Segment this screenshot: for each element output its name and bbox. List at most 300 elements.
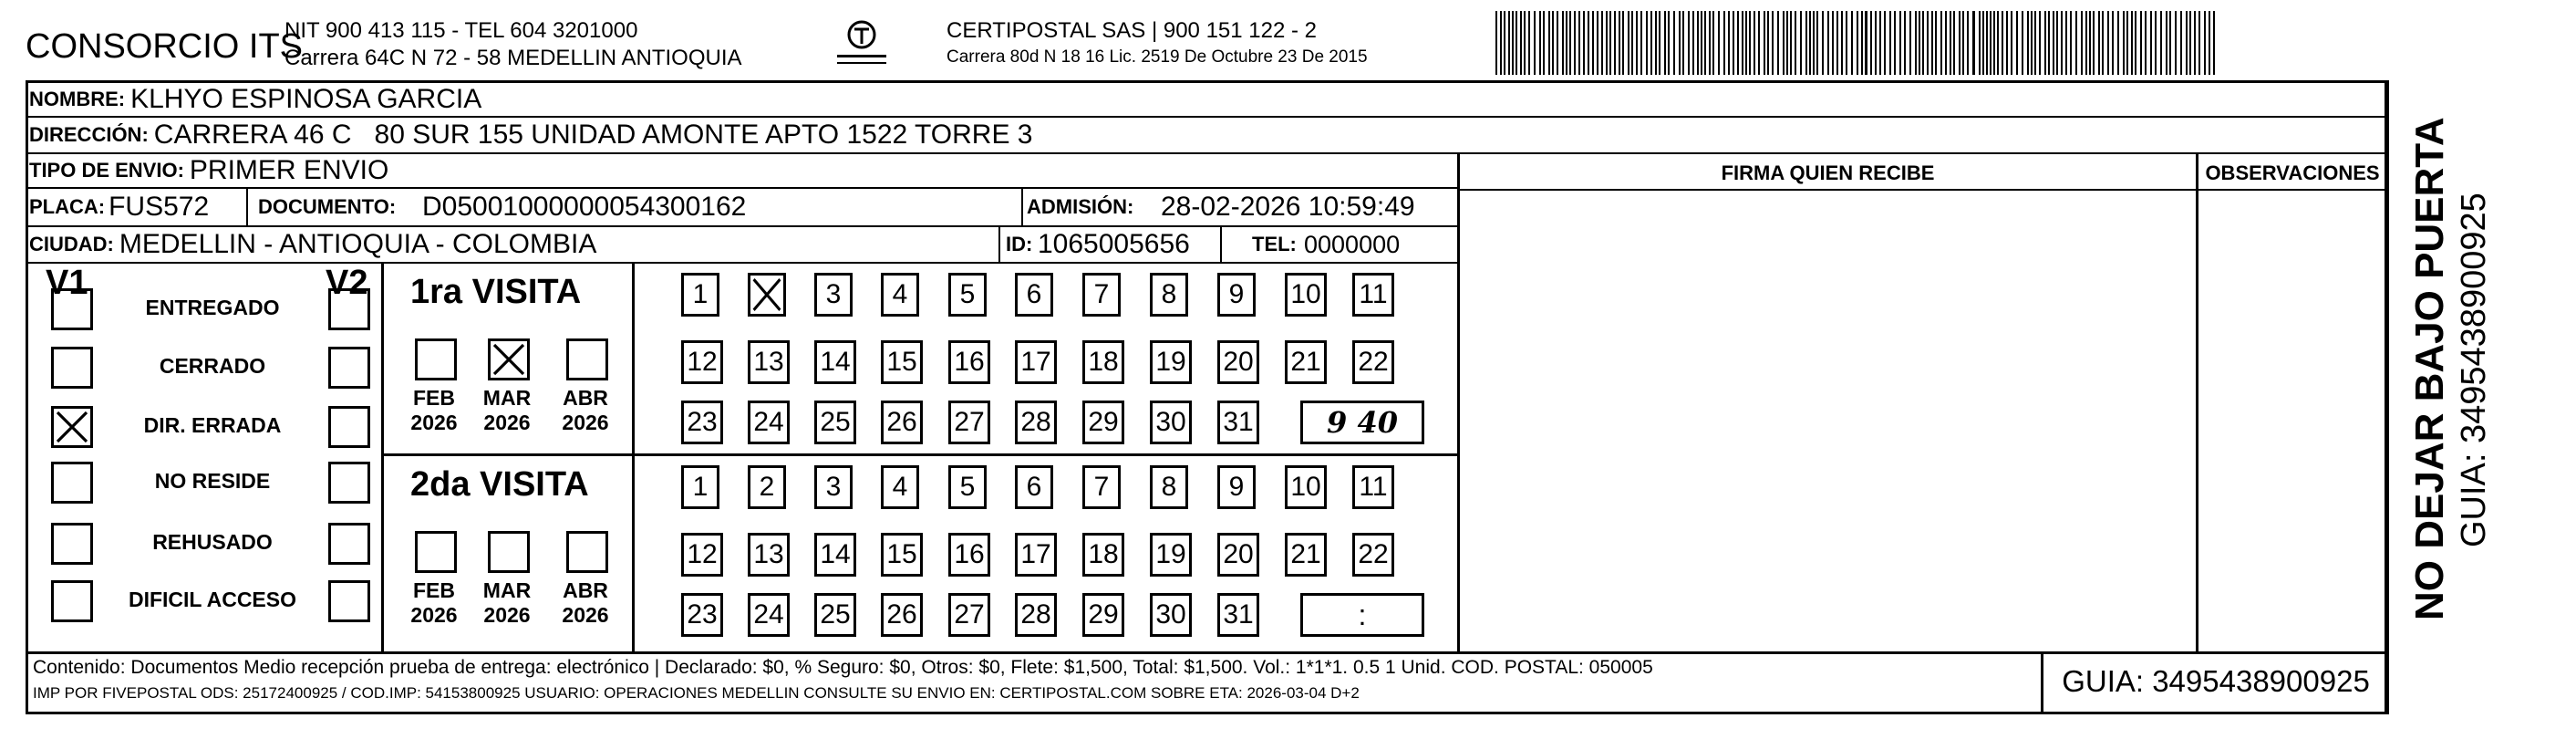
v1-checkbox[interactable]: [51, 580, 93, 622]
day-box[interactable]: 27: [948, 401, 990, 444]
day-box[interactable]: 6: [1015, 273, 1053, 317]
barcode-bar: [1516, 11, 1517, 75]
barcode-bar: [1745, 11, 1747, 75]
barcode-bar: [1733, 11, 1734, 75]
barcode-bar: [1940, 11, 1942, 75]
status-label: DIR. ERRADA: [143, 413, 282, 437]
month-year: 2026: [562, 411, 609, 434]
status-label: REHUSADO: [152, 530, 273, 554]
placa-label: PLACA:: [29, 195, 106, 218]
barcode-bar: [1508, 11, 1510, 75]
nit-line: NIT 900 413 115 - TEL 604 3201000: [284, 18, 638, 43]
barcode-bar: [1737, 11, 1739, 75]
barcode-bar: [1668, 11, 1670, 75]
day-box[interactable]: 27: [948, 593, 990, 637]
barcode-bar: [1836, 11, 1838, 75]
barcode-bar: [1622, 11, 1624, 75]
admision-label: ADMISIÓN:: [1027, 195, 1134, 218]
barcode-bar: [2081, 11, 2083, 75]
barcode-bar: [1861, 11, 1863, 75]
row-direccion: [26, 118, 2386, 154]
barcode-bar: [2085, 11, 2087, 75]
v1-checkbox[interactable]: [51, 406, 93, 448]
barcode-bar: [1749, 11, 1751, 75]
barcode-bar: [1628, 11, 1629, 75]
month-label: [481, 386, 533, 435]
barcode-bar: [1636, 11, 1638, 75]
barcode-bar: [1889, 11, 1891, 75]
status-label: DIFICIL ACCESO: [128, 588, 296, 611]
month-year: 2026: [410, 411, 458, 434]
observaciones-header: OBSERVACIONES: [2205, 161, 2380, 184]
x-mark-icon: [750, 276, 783, 314]
barcode-bar: [1879, 11, 1881, 75]
day-box[interactable]: 25: [814, 401, 856, 444]
month-checkbox[interactable]: [566, 338, 608, 380]
side-guia: GUIA: 3495438900925: [2455, 193, 2493, 547]
barcode-bar: [2204, 11, 2206, 75]
barcode-bar: [1982, 11, 1984, 75]
day-box[interactable]: 9: [1217, 273, 1256, 317]
day-box[interactable]: 21: [1285, 340, 1327, 384]
barcode-bar: [1583, 11, 1585, 75]
direccion-label: DIRECCIÓN:: [29, 123, 149, 146]
barcode-bar: [1800, 11, 1802, 75]
day-box[interactable]: 7: [1082, 273, 1121, 317]
barcode-bar: [1875, 11, 1877, 75]
day-box[interactable]: 15: [881, 340, 923, 384]
day-box[interactable]: 3: [814, 465, 853, 509]
barcode-bar: [1566, 11, 1567, 75]
day-box[interactable]: 28: [1015, 593, 1057, 637]
signature-area[interactable]: [1463, 193, 2192, 648]
v2-label: V2: [326, 264, 368, 302]
barcode-bar: [1673, 11, 1675, 75]
barcode-bar: [2022, 11, 2023, 75]
visit-title: 2da VISITA: [410, 465, 589, 504]
barcode-bar: [1664, 11, 1666, 75]
barcode-bar: [1609, 11, 1611, 75]
barcode-bar: [1805, 11, 1807, 75]
month-label: [409, 386, 460, 435]
day-box[interactable]: 28: [1015, 401, 1057, 444]
barcode-bar: [2070, 11, 2072, 75]
row-placa: [26, 189, 1457, 227]
barcode-bar: [1504, 11, 1505, 75]
observations-area[interactable]: [2201, 193, 2384, 648]
day-box[interactable]: 30: [1150, 401, 1192, 444]
documento-label: DOCUMENTO:: [258, 195, 397, 218]
barcode-bar: [1712, 11, 1714, 75]
day-box[interactable]: 2: [748, 465, 786, 509]
barcode-bar: [1945, 11, 1947, 75]
barcode-bar: [1972, 11, 1975, 75]
barcode-bar: [2002, 11, 2003, 75]
barcode-bar: [1894, 11, 1896, 75]
barcode-bar: [2044, 11, 2046, 75]
barcode-bar: [1528, 11, 1530, 75]
barcode-bar: [1986, 11, 1988, 75]
day-box[interactable]: 29: [1082, 401, 1124, 444]
barcode-bar: [1935, 11, 1937, 75]
barcode-bar: [1786, 11, 1788, 75]
side-warning: NO DEJAR BAJO PUERTA: [2407, 117, 2452, 620]
barcode-bar: [1884, 11, 1886, 75]
day-box[interactable]: 18: [1082, 533, 1124, 577]
barcode-bar: [1697, 11, 1699, 75]
month-year: 2026: [562, 603, 609, 627]
day-box[interactable]: 15: [881, 533, 923, 577]
month-label: [481, 578, 533, 628]
barcode-bar: [1679, 11, 1681, 75]
barcode-bar: [2107, 11, 2109, 75]
barcode-bar: [2098, 11, 2100, 75]
day-box[interactable]: 4: [881, 465, 919, 509]
day-box[interactable]: 11: [1352, 465, 1394, 509]
barcode-bar: [1865, 11, 1867, 75]
day-box[interactable]: 8: [1150, 273, 1188, 317]
barcode-bar: [1606, 11, 1608, 75]
documento-value: D05001000000054300162: [422, 192, 747, 222]
barcode-bar: [1919, 11, 1920, 75]
month-label: [409, 578, 460, 628]
day-box[interactable]: 24: [748, 401, 790, 444]
visit-title: 1ra VISITA: [410, 273, 582, 311]
barcode-bar: [1704, 11, 1706, 75]
barcode-bar: [1709, 11, 1711, 75]
day-box[interactable]: 14: [814, 340, 856, 384]
v1-checkbox[interactable]: [51, 523, 93, 565]
barcode-bar: [2169, 11, 2171, 75]
barcode-bar: [1816, 11, 1818, 75]
day-box[interactable]: 23: [681, 401, 723, 444]
barcode-bar: [2145, 11, 2147, 75]
v1-checkbox[interactable]: [51, 462, 93, 504]
barcode-bar: [1597, 11, 1598, 75]
barcode-bar: [2056, 11, 2058, 75]
barcode-bar: [1857, 11, 1858, 75]
id-value: 1065005656: [1038, 229, 1190, 259]
day-box[interactable]: 22: [1352, 533, 1394, 577]
barcode-bar: [1574, 11, 1576, 75]
day-box[interactable]: 19: [1150, 533, 1192, 577]
barcode-bar: [2186, 11, 2188, 75]
barcode-bar: [1631, 11, 1633, 75]
barcode-bar: [1495, 11, 1497, 75]
day-box[interactable]: 20: [1217, 533, 1259, 577]
barcode-bar: [1588, 11, 1589, 75]
certipostal-logo: [834, 16, 889, 71]
barcode-bar: [2093, 11, 2095, 75]
day-box[interactable]: 17: [1015, 340, 1057, 384]
tel-label: TEL:: [1252, 233, 1297, 255]
barcode-bar: [1562, 11, 1564, 75]
x-mark-icon: [491, 341, 527, 378]
barcode-bar: [2209, 11, 2210, 75]
month-checkbox[interactable]: [415, 338, 457, 380]
barcode-bar: [1543, 11, 1545, 75]
v2-checkbox[interactable]: [328, 347, 370, 389]
tipo-label: TIPO DE ENVIO:: [29, 159, 184, 182]
month-year: 2026: [483, 411, 531, 434]
time-box[interactable]: 9 40: [1300, 401, 1424, 444]
barcode-bar: [1927, 11, 1929, 75]
barcode-bar: [1539, 11, 1541, 75]
barcode-bar: [1772, 11, 1774, 75]
barcode-bar: [2126, 11, 2128, 75]
footer-guia: GUIA: 3495438900925: [2062, 664, 2370, 698]
status-label: NO RESIDE: [154, 469, 271, 493]
carrier-line-2: Carrera 80d N 18 16 Lic. 2519 De Octubre 23 De 2015: [947, 47, 1368, 67]
row-nombre: [26, 83, 2386, 118]
v2-checkbox[interactable]: [328, 462, 370, 504]
day-box[interactable]: 4: [881, 273, 919, 317]
barcode-bar: [1967, 11, 1969, 75]
barcode-bar: [2213, 11, 2215, 75]
barcode-bar: [2180, 11, 2182, 75]
address-line: Carrera 64C N 72 - 58 MEDELLIN ANTIOQUIA: [284, 46, 742, 70]
day-box[interactable]: 19: [1150, 340, 1192, 384]
barcode-bar: [1922, 11, 1924, 75]
day-box[interactable]: 10: [1285, 465, 1327, 509]
barcode-bar: [1909, 11, 1911, 75]
nombre-label: NOMBRE:: [29, 88, 126, 110]
v2-checkbox[interactable]: [328, 406, 370, 448]
barcode: [1495, 11, 2220, 75]
v1-label: V1: [46, 264, 88, 302]
barcode-bar: [1552, 11, 1554, 75]
day-box[interactable]: 30: [1150, 593, 1192, 637]
day-box[interactable]: 1: [681, 465, 719, 509]
barcode-bar: [2061, 11, 2063, 75]
barcode-bar: [2048, 11, 2050, 75]
barcode-bar: [1777, 11, 1779, 75]
v1-checkbox[interactable]: [51, 347, 93, 389]
barcode-bar: [1754, 11, 1755, 75]
barcode-bar: [1783, 11, 1785, 75]
barcode-bar: [1899, 11, 1901, 75]
barcode-bar: [1990, 11, 1991, 75]
month-name: MAR: [482, 386, 532, 410]
barcode-bar: [2102, 11, 2104, 75]
barcode-bar: [2027, 11, 2029, 75]
barcode-bar: [1520, 11, 1522, 75]
barcode-bar: [1767, 11, 1769, 75]
day-box[interactable]: 10: [1285, 273, 1327, 317]
barcode-bar: [2131, 11, 2133, 75]
day-box[interactable]: 9: [1217, 465, 1256, 509]
v2-checkbox[interactable]: [328, 288, 370, 330]
x-mark-icon: [54, 409, 90, 445]
barcode-bar: [1851, 11, 1853, 75]
footer-imp: IMP POR FIVEPOSTAL ODS: 25172400925 / COD.IMP: 54153800925 USUARIO: OPERACIONES MEDELLIN CONSULTE SU ENVIO EN: CERTIPOSTAL.COM SOBRE ETA: 2026-03-04 D+2: [33, 684, 1360, 702]
company-name: CONSORCIO ITS: [26, 27, 304, 66]
day-box[interactable]: 12: [681, 533, 723, 577]
day-box[interactable]: 16: [948, 533, 990, 577]
barcode-bar: [1813, 11, 1815, 75]
barcode-bar: [2112, 11, 2114, 75]
tel-value: 0000000: [1304, 230, 1401, 258]
barcode-bar: [1997, 11, 1999, 75]
month-checkbox[interactable]: [566, 531, 608, 573]
month-name: MAR: [482, 578, 532, 602]
day-box[interactable]: 16: [948, 340, 990, 384]
month-label: [560, 578, 611, 628]
placa-value: FUS572: [109, 192, 210, 222]
barcode-bar: [1718, 11, 1720, 75]
barcode-bar: [1728, 11, 1730, 75]
barcode-bar: [2135, 11, 2136, 75]
month-checkbox[interactable]: [488, 531, 530, 573]
month-year: 2026: [410, 603, 458, 627]
day-box[interactable]: 21: [1285, 533, 1327, 577]
barcode-bar: [1614, 11, 1616, 75]
day-box[interactable]: 1: [681, 273, 719, 317]
day-box[interactable]: 17: [1015, 533, 1057, 577]
barcode-bar: [1962, 11, 1964, 75]
day-box[interactable]: 20: [1217, 340, 1259, 384]
barcode-bar: [1592, 11, 1594, 75]
barcode-bar: [2065, 11, 2067, 75]
barcode-bar: [1758, 11, 1760, 75]
barcode-bar: [1832, 11, 1834, 75]
day-box[interactable]: 14: [814, 533, 856, 577]
v2-checkbox[interactable]: [328, 523, 370, 565]
day-box[interactable]: 22: [1352, 340, 1394, 384]
barcode-bar: [1904, 11, 1906, 75]
barcode-bar: [1723, 11, 1725, 75]
barcode-bar: [2166, 11, 2167, 75]
barcode-bar: [1534, 11, 1536, 75]
month-checkbox[interactable]: [488, 338, 530, 380]
barcode-bar: [1764, 11, 1765, 75]
day-box[interactable]: 7: [1082, 465, 1121, 509]
day-box[interactable]: 31: [1217, 593, 1259, 637]
barcode-bar: [1646, 11, 1648, 75]
barcode-bar: [1557, 11, 1558, 75]
barcode-bar: [2175, 11, 2177, 75]
barcode-bar: [1682, 11, 1684, 75]
barcode-bar: [1841, 11, 1843, 75]
month-year: 2026: [483, 603, 531, 627]
barcode-bar: [1640, 11, 1642, 75]
barcode-bar: [2053, 11, 2054, 75]
day-box[interactable]: 29: [1082, 593, 1124, 637]
barcode-bar: [1931, 11, 1933, 75]
admision-value: 28-02-2026 10:59:49: [1161, 192, 1415, 222]
v1-checkbox[interactable]: [51, 288, 93, 330]
barcode-bar: [1827, 11, 1829, 75]
month-name: FEB: [413, 386, 455, 410]
barcode-bar: [1659, 11, 1660, 75]
barcode-bar: [2031, 11, 2033, 75]
barcode-bar: [1500, 11, 1502, 75]
month-name: ABR: [563, 386, 608, 410]
barcode-bar: [1548, 11, 1550, 75]
day-box[interactable]: 13: [748, 340, 790, 384]
nombre-value: KLHYO ESPINOSA GARCIA: [130, 84, 482, 114]
status-label: ENTREGADO: [145, 296, 280, 319]
barcode-bar: [1701, 11, 1702, 75]
status-label: CERRADO: [159, 354, 266, 378]
barcode-bar: [2140, 11, 2142, 75]
day-box[interactable]: 25: [814, 593, 856, 637]
row-tipo: [26, 154, 1457, 189]
id-label: ID:: [1006, 233, 1033, 255]
barcode-bar: [2117, 11, 2119, 75]
barcode-bar: [2198, 11, 2200, 75]
barcode-bar: [2075, 11, 2077, 75]
barcode-bar: [2194, 11, 2196, 75]
barcode-bar: [1993, 11, 1995, 75]
day-box[interactable]: 24: [748, 593, 790, 637]
barcode-bar: [1870, 11, 1872, 75]
day-box[interactable]: 18: [1082, 340, 1124, 384]
day-box[interactable]: 31: [1217, 401, 1259, 444]
firma-header: FIRMA QUIEN RECIBE: [1721, 161, 1935, 184]
barcode-bar: [1619, 11, 1620, 75]
ciudad-label: CIUDAD:: [29, 233, 114, 255]
barcode-bar: [1692, 11, 1694, 75]
day-box[interactable]: 26: [881, 593, 923, 637]
barcode-bar: [2189, 11, 2191, 75]
day-box[interactable]: 5: [948, 465, 987, 509]
barcode-bar: [1915, 11, 1917, 75]
barcode-bar: [1578, 11, 1580, 75]
month-name: FEB: [413, 578, 455, 602]
barcode-bar: [1795, 11, 1796, 75]
carrier-line-1: CERTIPOSTAL SAS | 900 151 122 - 2: [947, 18, 1317, 43]
day-box[interactable]: [748, 273, 786, 317]
day-box[interactable]: 11: [1352, 273, 1394, 317]
day-box[interactable]: 6: [1015, 465, 1053, 509]
barcode-bar: [1655, 11, 1657, 75]
barcode-bar: [2016, 11, 2018, 75]
barcode-bar: [2039, 11, 2041, 75]
barcode-bar: [2089, 11, 2091, 75]
month-name: ABR: [563, 578, 608, 602]
day-box[interactable]: 12: [681, 340, 723, 384]
barcode-bar: [1846, 11, 1847, 75]
barcode-bar: [1979, 11, 1981, 75]
barcode-bar: [2034, 11, 2036, 75]
barcode-bar: [1569, 11, 1571, 75]
day-box[interactable]: 3: [814, 273, 853, 317]
day-box[interactable]: 5: [948, 273, 987, 317]
barcode-bar: [2006, 11, 2008, 75]
barcode-bar: [2150, 11, 2152, 75]
day-box[interactable]: 26: [881, 401, 923, 444]
day-box[interactable]: 23: [681, 593, 723, 637]
barcode-bar: [1650, 11, 1652, 75]
v2-checkbox[interactable]: [328, 580, 370, 622]
ciudad-value: MEDELLIN - ANTIOQUIA - COLOMBIA: [119, 229, 597, 259]
day-box[interactable]: 13: [748, 533, 790, 577]
barcode-bar: [1601, 11, 1603, 75]
day-box[interactable]: 8: [1150, 465, 1188, 509]
barcode-bar: [1790, 11, 1792, 75]
month-checkbox[interactable]: [415, 531, 457, 573]
barcode-bar: [1959, 11, 1960, 75]
barcode-bar: [1809, 11, 1811, 75]
time-box[interactable]: :: [1300, 593, 1424, 637]
barcode-bar: [2011, 11, 2012, 75]
row-ciudad: [26, 227, 1457, 264]
footer-contenido: Contenido: Documentos Medio recepción prueba de entrega: electrónico | Declarado: $0, % Seguro: $0, Otros: $0, Flete: $1,500, Total: $1,500. Vol.: 1*1*1. 0.5 1 Unid. COD. POSTAL: 050005: [33, 657, 1653, 678]
month-label: [560, 386, 611, 435]
direccion-value: CARRERA 46 C 80 SUR 155 UNIDAD AMONTE APTO 1522 TORRE 3: [153, 120, 1033, 150]
barcode-bar: [1950, 11, 1951, 75]
